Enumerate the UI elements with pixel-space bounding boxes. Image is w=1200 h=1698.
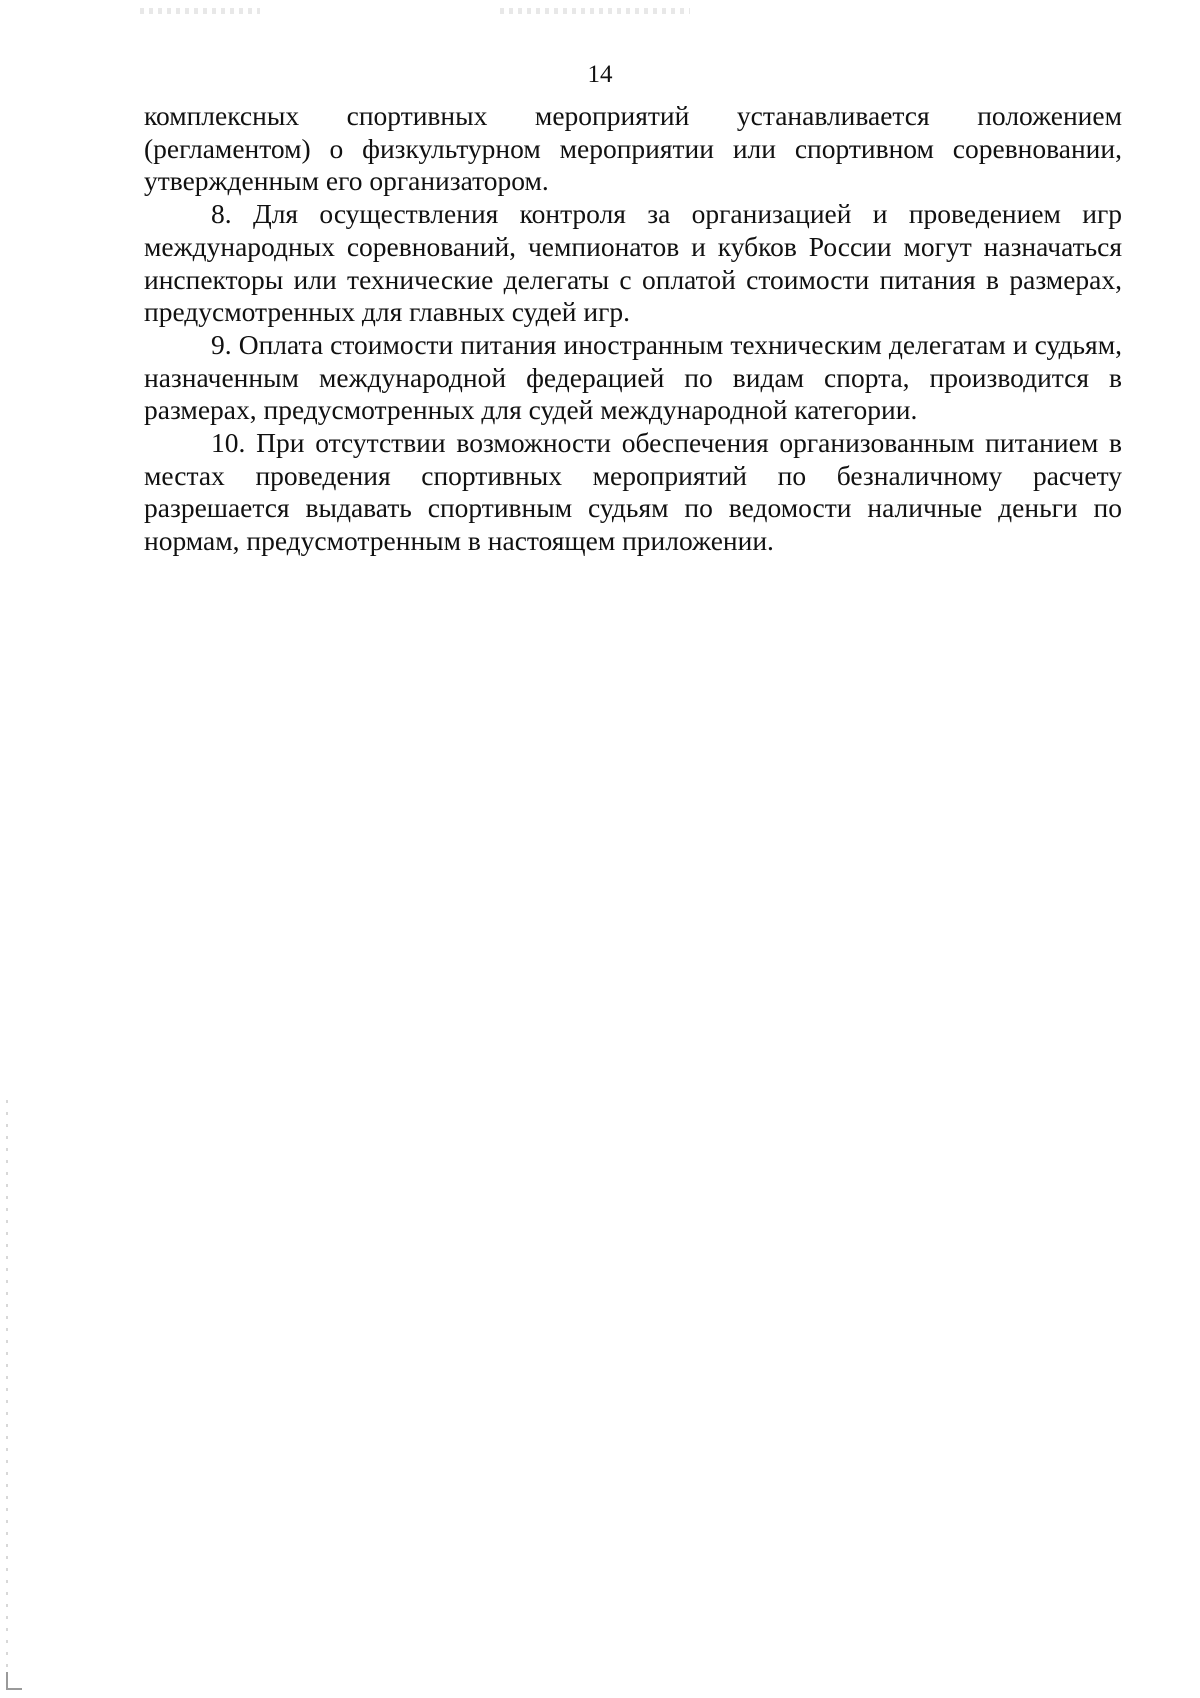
scan-artifact-top-left bbox=[140, 8, 260, 14]
page-number: 14 bbox=[587, 61, 613, 88]
scan-corner-mark bbox=[6, 1672, 22, 1690]
scan-edge-artifact bbox=[6, 1100, 8, 1690]
document-body bbox=[144, 100, 1122, 558]
paragraph-item-9: 9. Оплата стоимости питания иностранным техническим делегатам и судьям, назначенным международной федерацией по видам спорта, производится в размерах, предусмотренных для судей международной категории. bbox=[144, 328, 1122, 426]
scan-artifact-top-center bbox=[500, 8, 690, 14]
paragraph-item-8: 8. Для осуществления контроля за организацией и проведением игр международных соревнований, чемпионатов и кубков России могут назначаться инспекторы или технические делегаты с оплатой стоимости питания в размерах, предусмотренных для главных судей игр. bbox=[144, 198, 1122, 328]
paragraph-item-10: 10. При отсутствии возможности обеспечения организованным питанием в местах проведения спортивных мероприятий по безналичному расчету разрешается выдавать спортивным судьям по ведомости наличные деньги по нормам, предусмотренным в настоящем приложении. bbox=[144, 427, 1122, 557]
paragraph-continuation: комплексных спортивных мероприятий устанавливается положением (регламентом) о физкультурном мероприятии или спортивном соревновании, утвержденным его организатором. bbox=[144, 100, 1122, 197]
